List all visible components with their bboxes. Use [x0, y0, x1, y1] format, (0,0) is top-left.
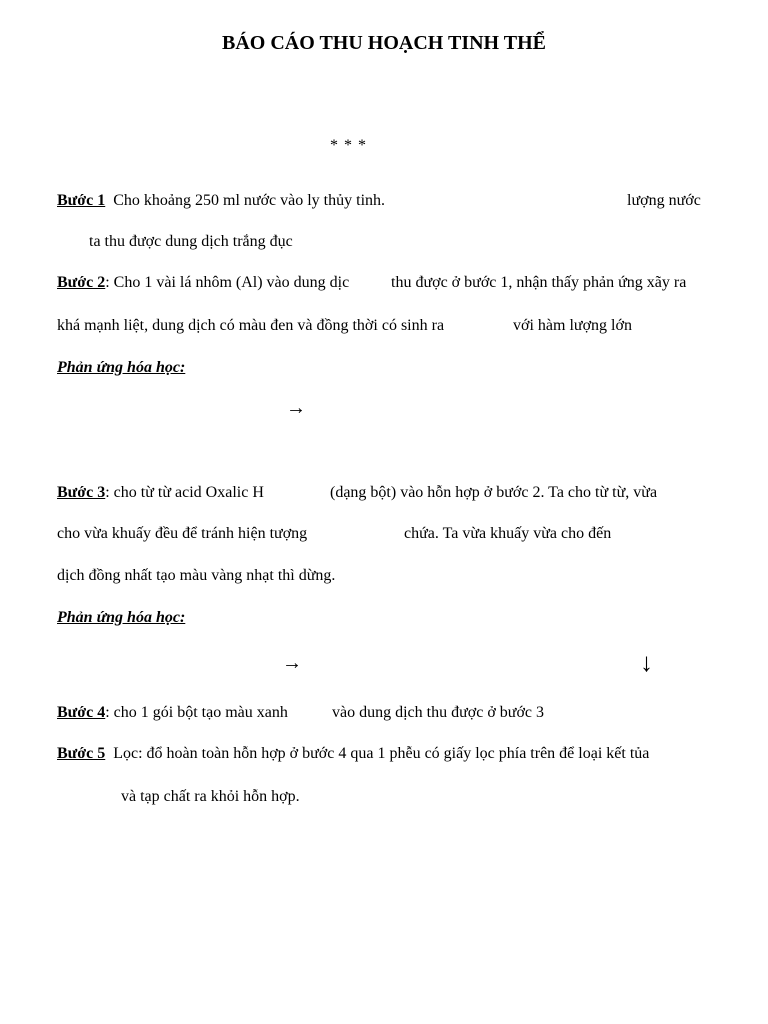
step4-text-a: : cho 1 gói bột tạo màu xanh — [105, 704, 288, 721]
step1-text: Cho khoảng 250 ml nước vào ly thủy tinh. — [113, 192, 386, 209]
step1-fragment: lượng nước — [627, 192, 701, 209]
step2-line2-a: khá mạnh liệt, dung dịch có màu đen và đồng thời có sinh ra — [57, 317, 445, 334]
reaction1-arrow: → — [286, 397, 306, 419]
step2-label: Bước 2 — [57, 274, 106, 291]
step1-line2: ta thu được dung dịch trắng đục — [89, 233, 293, 250]
step2-line2-b: với hàm lượng lớn — [513, 317, 632, 334]
step3-line3: dịch đồng nhất tạo màu vàng nhạt thì dừng. — [57, 567, 336, 584]
step3-line2-b: chứa. Ta vừa khuấy vừa cho đến — [404, 525, 612, 542]
step5-text: Lọc: đổ hoàn toàn hỗn hợp ở bước 4 qua 1 phễu có giấy lọc phía trên để loại kết tủa — [113, 745, 650, 762]
reaction2-arrow: → — [282, 652, 302, 674]
step3-line1 — [57, 485, 264, 501]
step3-text-a: : cho từ từ acid Oxalic H — [105, 484, 264, 501]
step2-line1 — [57, 275, 349, 291]
step4-text-b: vào dung dịch thu được ở bước 3 — [332, 704, 545, 721]
step3-label: Bước 3 — [57, 484, 106, 501]
step5-label: Bước 5 — [57, 745, 106, 762]
reaction2-arrow-down: ↓ — [640, 648, 653, 677]
separator-stars: * * * — [330, 137, 367, 154]
step5-line2: và tạp chất ra khỏi hỗn hợp. — [121, 788, 300, 805]
step3-line2-a: cho vừa khuấy đều để tránh hiện tượng — [57, 525, 308, 542]
step2-text-b: thu được ở bước 1, nhận thấy phản ứng xãy ra — [391, 274, 687, 291]
step3-text-b: (dạng bột) vào hỗn hợp ở bước 2. Ta cho từ từ, vừa — [330, 484, 658, 501]
reaction1-label: Phản ứng hóa học: — [57, 359, 186, 376]
step2-text-a: : Cho 1 vài lá nhôm (Al) vào dung dịc — [105, 274, 350, 291]
step1-label: Bước 1 — [57, 192, 106, 209]
reaction2-label: Phản ứng hóa học: — [57, 609, 186, 626]
document-title: BÁO CÁO THU HOẠCH TINH THỂ — [222, 32, 546, 54]
step4-line1 — [57, 705, 288, 721]
step1-line1 — [57, 193, 385, 209]
step4-label: Bước 4 — [57, 704, 106, 721]
step5-line1 — [57, 746, 649, 762]
